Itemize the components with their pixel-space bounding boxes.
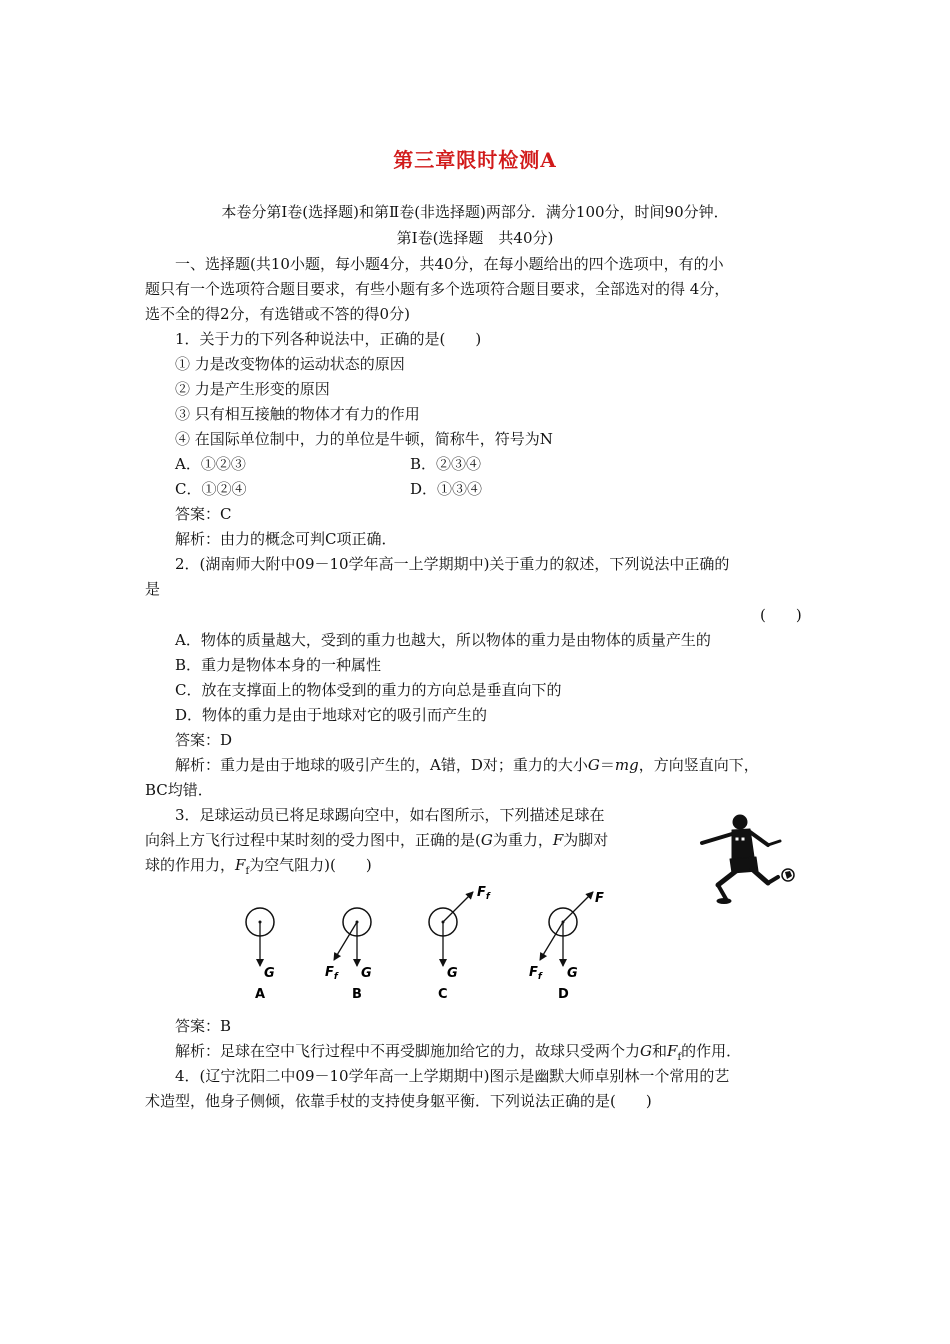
label-g-c: G xyxy=(447,966,458,981)
q3-stem-line-1: 3．足球运动员已将足球踢向空中，如右图所示，下列描述足球在 xyxy=(175,806,605,824)
label-c: C xyxy=(438,987,448,1002)
force-diagrams xyxy=(230,880,610,1005)
q1-option-b: B．②③④ xyxy=(410,455,482,473)
q1-statement-1: ① 力是改变物体的运动状态的原因 xyxy=(175,355,405,373)
q3-stem-line-3: 球的作用力，$F_f$为空气阻力)( ) xyxy=(145,856,372,877)
q3-answer: 答案：B xyxy=(175,1017,232,1035)
label-b: B xyxy=(352,987,362,1002)
exam-intro: 本卷分第Ⅰ卷(选择题)和第Ⅱ卷(非选择题)两部分．满分100分，时间90分钟． xyxy=(221,203,729,221)
q1-statement-2: ② 力是产生形变的原因 xyxy=(175,380,330,398)
q1-stem: 1．关于力的下列各种说法中，正确的是( ) xyxy=(175,330,482,348)
instructions-line-2: 题只有一个选项符合题目要求，有些小题有多个选项符合题目要求，全部选对的得 4分， xyxy=(145,280,730,298)
q2-option-a: A．物体的质量越大，受到的重力也越大，所以物体的重力是由物体的质量产生的 xyxy=(175,631,711,649)
label-g-b: G xyxy=(361,966,372,981)
label-g-a: G xyxy=(264,966,275,981)
q3-stem-line-2: 向斜上方飞行过程中某时刻的受力图中，正确的是(G为重力，F为脚对 xyxy=(145,831,609,849)
q2-option-c: C．放在支撑面上的物体受到的重力的方向总是垂直向下的 xyxy=(175,681,562,699)
diagram-c xyxy=(429,885,491,1002)
football-player-illustration xyxy=(688,805,808,905)
q2-answer: 答案：D xyxy=(175,731,233,749)
page-title: 第三章限时检测A xyxy=(393,148,557,172)
label-f-d: F xyxy=(595,891,604,906)
label-ff-b: $F_f$ xyxy=(325,965,338,982)
q1-answer: 答案：C xyxy=(175,505,232,523)
q2-analysis-line-2: BC均错． xyxy=(145,781,213,799)
diagram-a xyxy=(246,908,275,1002)
q1-option-c: C．①②④ xyxy=(175,480,247,498)
q2-option-d: D．物体的重力是由于地球对它的吸引而产生的 xyxy=(175,706,488,724)
instructions-line-3: 选不全的得2分，有选错或不答的得0分) xyxy=(145,305,410,323)
instructions-line-1: 一、选择题(共10小题，每小题4分，共40分，在每小题给出的四个选项中，有的小 xyxy=(175,255,724,273)
q2-answer-blank: ( ) xyxy=(760,606,802,624)
q2-analysis-line-1: 解析：重力是由于地球的吸引产生的，A错，D对；重力的大小G＝mg，方向竖直向下， xyxy=(175,756,759,774)
q2-option-b: B．重力是物体本身的一种属性 xyxy=(175,656,382,674)
label-ff-c: $F_f$ xyxy=(477,885,490,902)
q4-stem-line-1: 4．(辽宁沈阳二中09－10学年高一上学期期中)图示是幽默大师卓别林一个常用的艺 xyxy=(175,1067,730,1085)
q3-analysis: 解析：足球在空中飞行过程中不再受脚施加给它的力，故球只受两个力G和$F_f$的作用． xyxy=(175,1042,742,1063)
label-a: A xyxy=(255,987,266,1002)
diagram-b xyxy=(325,908,372,1002)
q1-statement-4: ④ 在国际单位制中，力的单位是牛顿，简称牛，符号为N xyxy=(175,430,553,448)
label-d: D xyxy=(558,987,569,1002)
q2-stem-line-1: 2．(湖南师大附中09－10学年高一上学期期中)关于重力的叙述，下列说法中正确的 xyxy=(175,555,730,573)
q1-analysis: 解析：由力的概念可判C项正确． xyxy=(175,530,397,548)
label-g-d: G xyxy=(567,966,578,981)
q4-stem-line-2: 术造型，他身子侧倾，依靠手杖的支持使身躯平衡．下列说法正确的是( ) xyxy=(145,1092,652,1110)
section-title: 第Ⅰ卷(选择题 共40分) xyxy=(396,229,554,247)
q1-option-a: A．①②③ xyxy=(175,455,246,473)
diagram-d xyxy=(529,891,604,1002)
label-ff-d: $F_f$ xyxy=(529,965,542,982)
q2-stem-line-2: 是 xyxy=(145,580,161,598)
q1-statement-3: ③ 只有相互接触的物体才有力的作用 xyxy=(175,405,420,423)
q1-option-d: D．①③④ xyxy=(410,480,483,498)
